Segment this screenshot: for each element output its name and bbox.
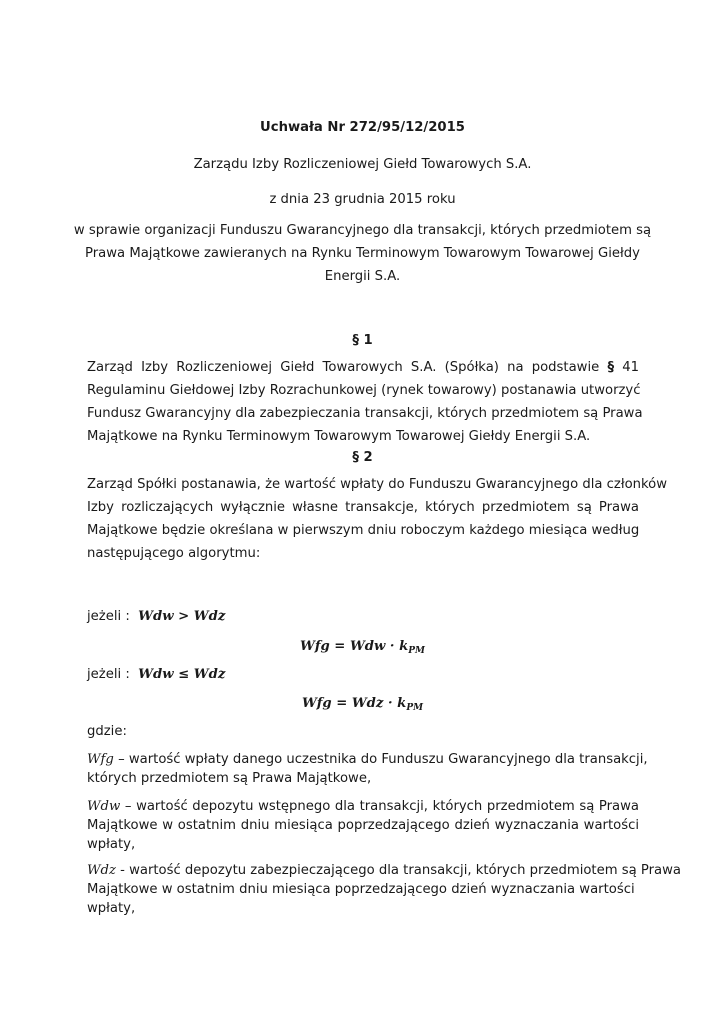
condition-expression: Wdw > Wdz xyxy=(138,609,226,624)
definition-line: Wdz - wartość depozytu zabezpieczającego dla transakcji, których przedmiotem są Prawa xyxy=(87,863,681,878)
condition-label: jeżeli : xyxy=(87,609,130,624)
condition-label: jeżeli : xyxy=(87,667,130,682)
paragraph-line: Majątkowe będzie określana w pierwszym dniu roboczym każdego miesiąca według xyxy=(87,523,640,538)
document-issuer: Zarządu Izby Rozliczeniowej Giełd Towarowych S.A. xyxy=(193,157,532,172)
definition-line: Majątkowe w ostatnim dniu miesiąca poprzedzającego dzień wyznaczania wartości xyxy=(87,818,639,833)
section-2-heading: § 2 xyxy=(352,450,373,465)
paragraph-line: Zarząd Izby Rozliczeniowej Giełd Towarowych S.A. (Spółka) na podstawie § 41 xyxy=(87,360,639,375)
equation-2: Wfg = Wdz · $k_{PM}$ xyxy=(301,696,424,713)
condition-expression: Wdw ≤ Wdz xyxy=(138,667,226,682)
definition-line: wpłaty, xyxy=(87,837,136,852)
paragraph-line: Fundusz Gwarancyjny dla zabezpieczania transakcji, których przedmiotem są Prawa xyxy=(87,406,643,421)
document-date: z dnia 23 grudnia 2015 roku xyxy=(269,192,456,207)
section-1-heading: § 1 xyxy=(352,333,373,348)
definitions-intro: gdzie: xyxy=(87,724,127,739)
paragraph-line: następującego algorytmu: xyxy=(87,546,261,561)
equation-1: Wfg = Wdw · $k_{PM}$ xyxy=(300,639,425,656)
condition-2 xyxy=(87,667,225,682)
definition-line: Wfg – wartość wpłaty danego uczestnika do Funduszu Gwarancyjnego dla transakcji, xyxy=(87,752,648,767)
subject-line: Prawa Majątkowe zawieranych na Rynku Terminowym Towarowym Towarowej Giełdy xyxy=(85,246,640,261)
subject-line: w sprawie organizacji Funduszu Gwarancyjnego dla transakcji, których przedmiotem są xyxy=(73,223,652,238)
paragraph-line: Regulaminu Giełdowej Izby Rozrachunkowej (rynek towarowy) postanawia utworzyć xyxy=(87,383,641,398)
paragraph-line: Izby rozliczających wyłącznie własne transakcje, których przedmiotem są Prawa xyxy=(87,500,639,515)
condition-1 xyxy=(87,609,225,624)
definition-line: Wdw – wartość depozytu wstępnego dla transakcji, których przedmiotem są Prawa xyxy=(87,799,639,814)
definition-line: Majątkowe w ostatnim dniu miesiąca poprzedzającego dzień wyznaczania wartości xyxy=(87,882,635,897)
paragraph-line: Majątkowe na Rynku Terminowym Towarowym Towarowej Giełdy Energii S.A. xyxy=(87,429,591,444)
document-title: Uchwała Nr 272/95/12/2015 xyxy=(260,120,465,135)
subject-line: Energii S.A. xyxy=(324,269,401,284)
definition-line: wpłaty, xyxy=(87,901,136,916)
definition-line: których przedmiotem są Prawa Majątkowe, xyxy=(87,771,372,786)
paragraph-line: Zarząd Spółki postanawia, że wartość wpłaty do Funduszu Gwarancyjnego dla członków xyxy=(87,477,668,492)
